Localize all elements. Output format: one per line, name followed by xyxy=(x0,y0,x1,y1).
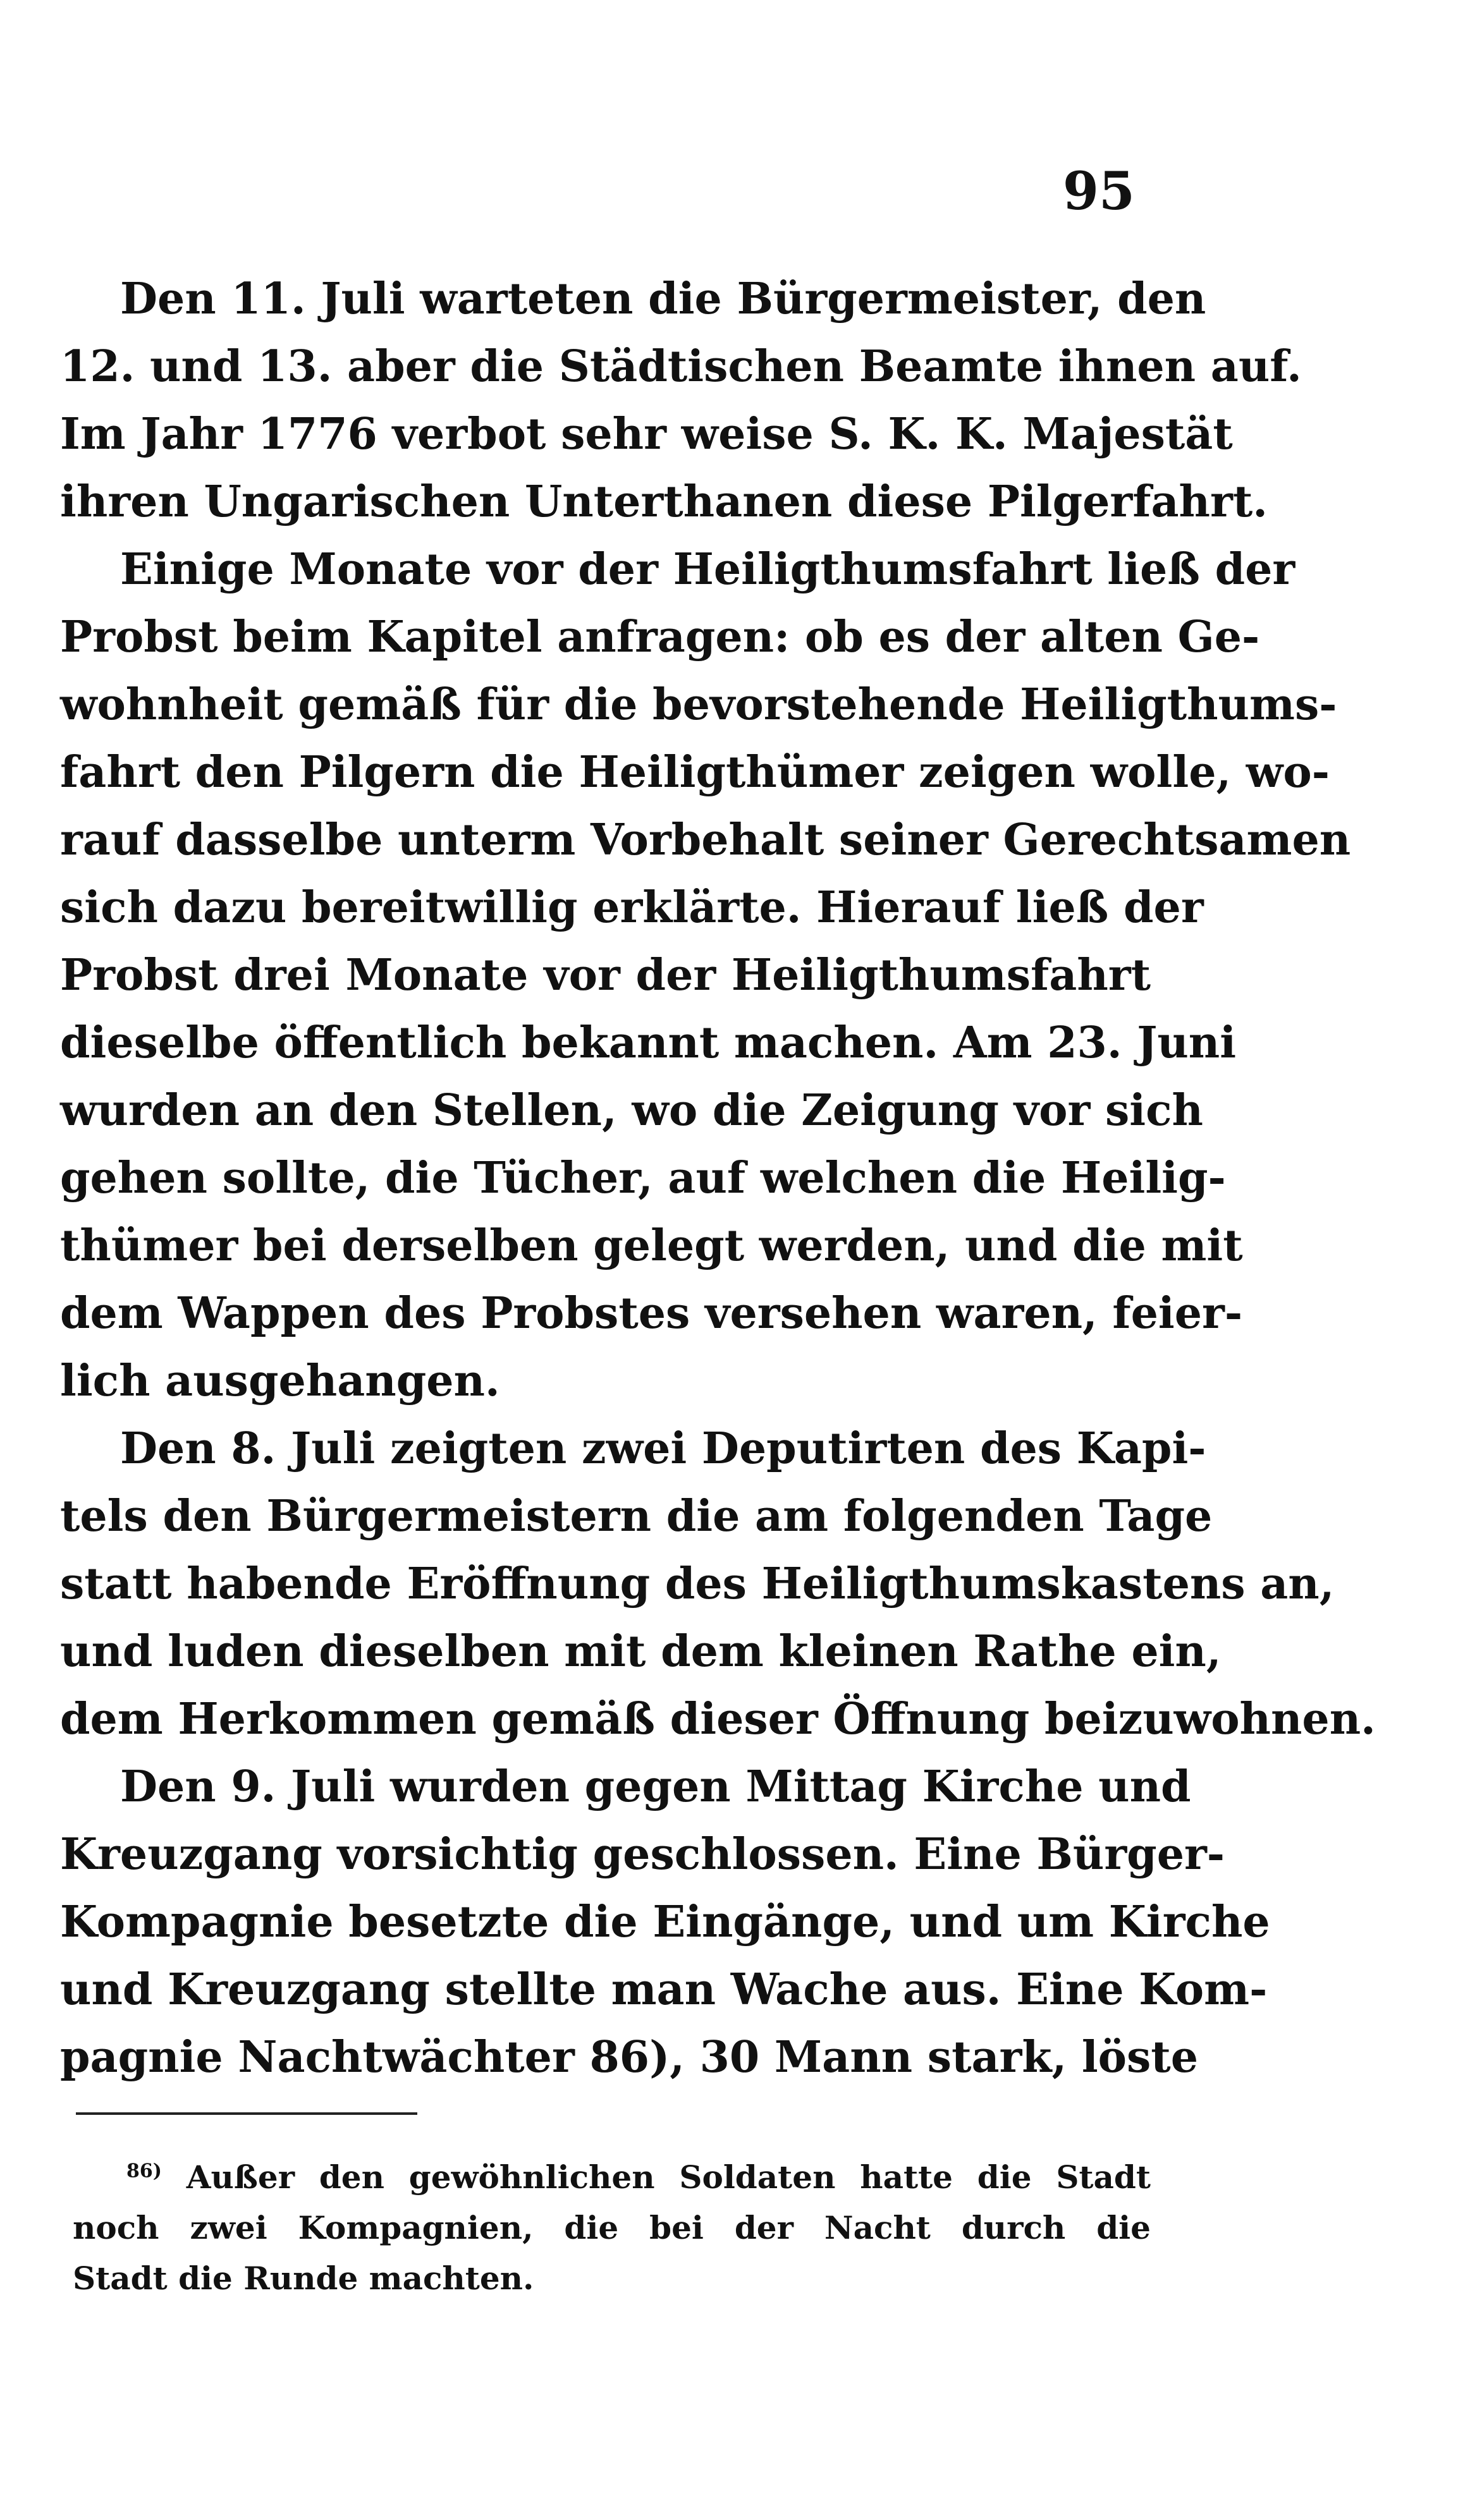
text-line: Den 8. Juli zeigten zwei Deputirten des Kapi- xyxy=(120,1423,1206,1474)
text-line: Kompagnie besetzte die Eingänge, und um Kirche xyxy=(60,1897,1270,1947)
text-line: tels den Bürgermeistern die am folgenden Tage xyxy=(60,1491,1213,1542)
text-line: Den 9. Juli wurden gegen Mittag Kirche und xyxy=(120,1762,1191,1812)
text-line: wohnheit gemäß für die bevorstehende Heiligthums- xyxy=(60,679,1337,730)
text-line: sich dazu bereitwillig erklärte. Hierauf ließ der xyxy=(60,882,1204,933)
text-line: fahrt den Pilgern die Heiligthümer zeigen wolle, wo- xyxy=(60,747,1330,798)
footnote-separator xyxy=(76,2112,417,2115)
text-line: Probst drei Monate vor der Heiligthumsfahrt xyxy=(60,950,1151,1001)
footnote-line: Stadt die Runde machten. xyxy=(73,2260,534,2297)
text-line: Im Jahr 1776 verbot sehr weise S. K. K. Majestät xyxy=(60,409,1233,460)
text-line: 12. und 13. aber die Städtischen Beamte ihnen auf. xyxy=(60,341,1302,392)
text-line: Einige Monate vor der Heiligthumsfahrt ließ der xyxy=(120,544,1295,595)
text-line: wurden an den Stellen, wo die Zeigung vor sich xyxy=(60,1085,1203,1136)
text-line: Probst beim Kapitel anfragen: ob es der alten Ge- xyxy=(60,612,1260,662)
footnote-text: Außer den gewöhnlichen Soldaten hatte die Stadt xyxy=(186,2158,1151,2196)
text-line: statt habende Eröffnung des Heiligthumskastens an, xyxy=(60,1559,1335,1609)
footnote-marker: 86) xyxy=(126,2160,162,2182)
text-line: und Kreuzgang stellte man Wache aus. Eine Kom- xyxy=(60,1964,1268,2015)
body-text xyxy=(60,265,1376,2091)
text-line: Kreuzgang vorsichtig geschlossen. Eine Bürger- xyxy=(60,1829,1225,1880)
text-line: dem Herkommen gemäß dieser Öffnung beizuwohnen. xyxy=(60,1694,1376,1744)
text-line: ihren Ungarischen Unterthanen diese Pilgerfahrt. xyxy=(60,477,1268,527)
footnote-line xyxy=(73,2152,1151,2203)
text-line: Den 11. Juli warteten die Bürgermeister, den xyxy=(120,274,1206,324)
page-number: 95 xyxy=(1062,161,1135,222)
text-line: pagnie Nachtwächter 86), 30 Mann stark, löste xyxy=(60,2032,1198,2083)
text-line: lich ausgehangen. xyxy=(60,1356,500,1406)
footnote-line: noch zwei Kompagnien, die bei der Nacht durch die xyxy=(73,2209,1151,2246)
text-line: dieselbe öffentlich bekannt machen. Am 23. Juni xyxy=(60,1018,1237,1068)
footnote xyxy=(73,2152,1151,2304)
text-line: und luden dieselben mit dem kleinen Rathe ein, xyxy=(60,1626,1222,1677)
text-line: gehen sollte, die Tücher, auf welchen die Heilig- xyxy=(60,1153,1226,1203)
text-line: thümer bei derselben gelegt werden, und die mit xyxy=(60,1220,1243,1271)
text-line: rauf dasselbe unterm Vorbehalt seiner Gerechtsamen xyxy=(60,815,1351,865)
text-line: dem Wappen des Probstes versehen waren, feier- xyxy=(60,1288,1243,1339)
